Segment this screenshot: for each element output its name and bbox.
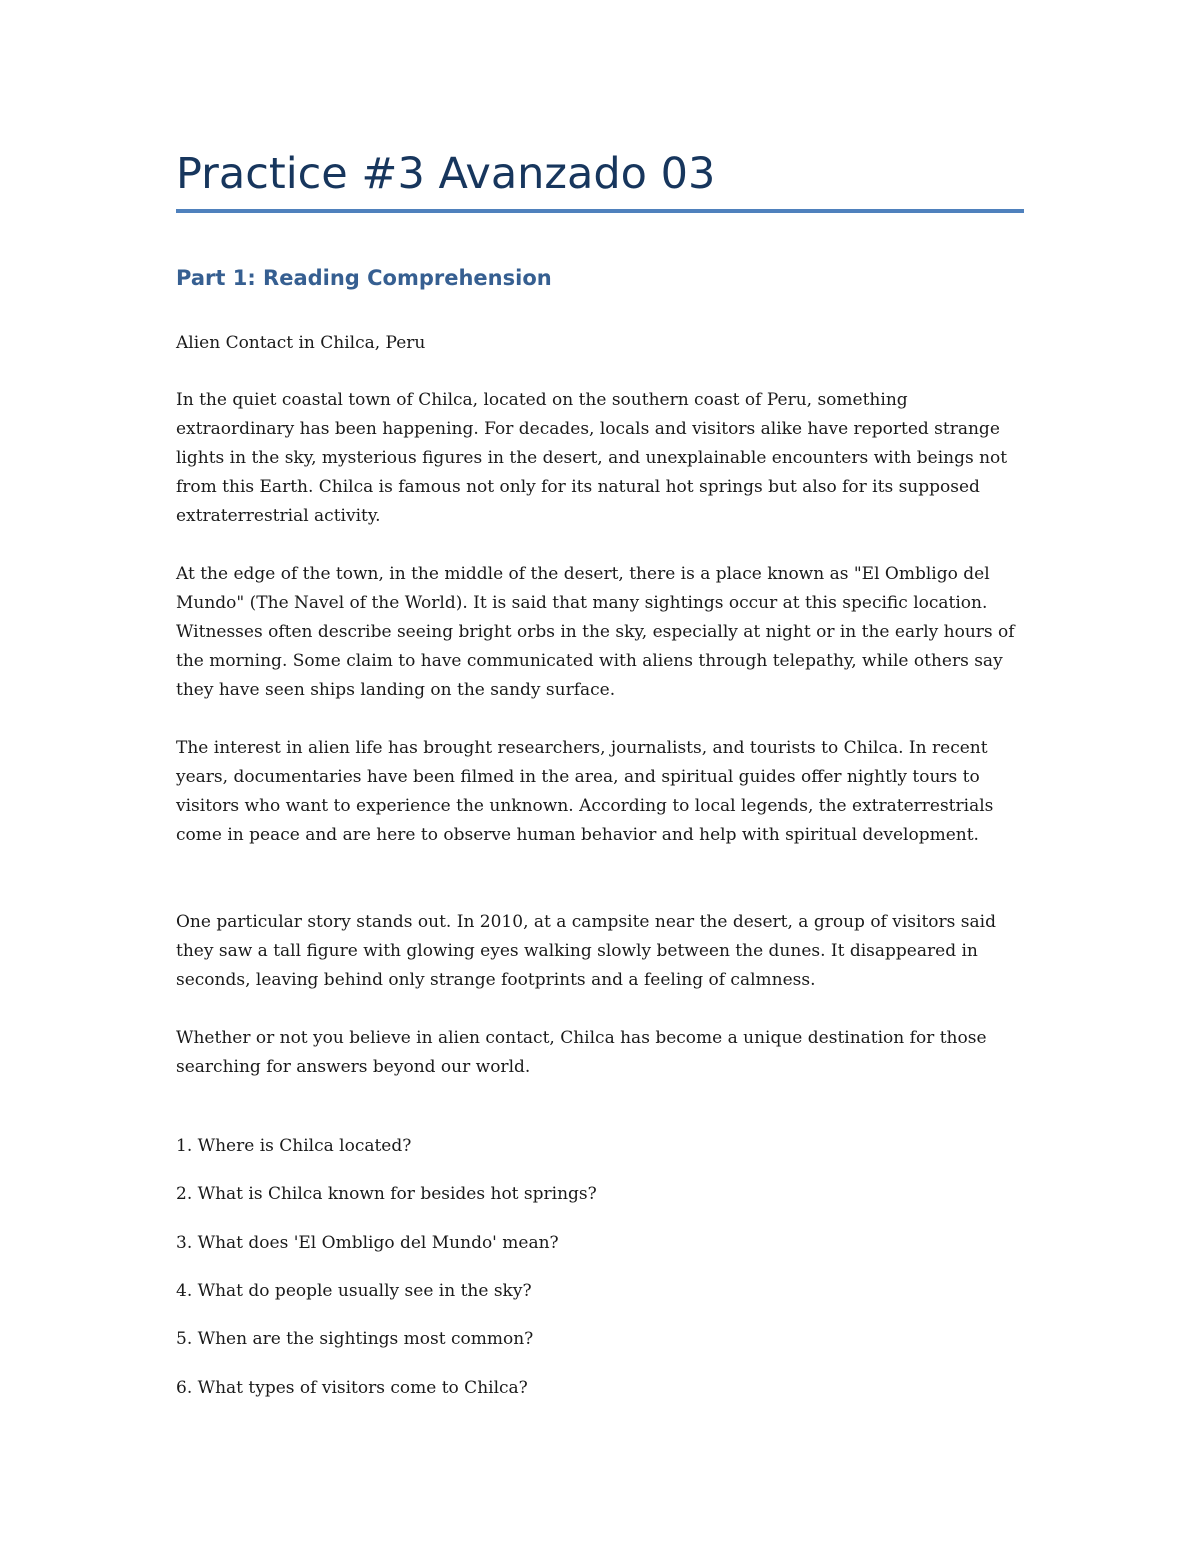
part-heading: Part 1: Reading Comprehension bbox=[176, 266, 552, 290]
article-title: Alien Contact in Chilca, Peru bbox=[176, 333, 426, 353]
paragraph: At the edge of the town, in the middle of the desert, there is a place known as "El Ombligo del Mundo" (The Navel of the World). It is said that many sightings occur at this specific location. Witnesses often describe seeing bright orbs in the sky, especially at night or in the early hours of the morning. Some claim to have communicated with aliens through telepathy, while others say they have seen ships landing on the sandy surface. bbox=[176, 564, 1015, 700]
paragraph: The interest in alien life has brought researchers, journalists, and tourists to Chilca. In recent years, documentaries have been filmed in the area, and spiritual guides offer nightly tours to visitors who want to experience the unknown. According to local legends, the extraterrestrials come in peace and are here to observe human behavior and help with spiritual development. bbox=[176, 738, 994, 845]
paragraph: Whether or not you believe in alien contact, Chilca has become a unique destination for those searching for answers beyond our world. bbox=[176, 1028, 987, 1077]
question-item: 6. What types of visitors come to Chilca? bbox=[176, 1378, 528, 1398]
question-item: 5. When are the sightings most common? bbox=[176, 1329, 534, 1349]
document-title: Practice #3 Avanzado 03 bbox=[176, 149, 716, 199]
paragraph: One particular story stands out. In 2010, at a campsite near the desert, a group of visitors said they saw a tall figure with glowing eyes walking slowly between the dunes. It disappeared in seconds, leaving behind only strange footprints and a feeling of calmness. bbox=[176, 912, 996, 990]
paragraph: In the quiet coastal town of Chilca, located on the southern coast of Peru, something extraordinary has been happening. For decades, locals and visitors alike have reported strange lights in the sky, mysterious figures in the desert, and unexplainable encounters with beings not from this Earth. Chilca is famous not only for its natural hot springs but also for its supposed extraterrestrial activity. bbox=[176, 390, 1008, 526]
title-underline bbox=[176, 209, 1024, 213]
question-item: 4. What do people usually see in the sky? bbox=[176, 1281, 532, 1301]
question-item: 2. What is Chilca known for besides hot springs? bbox=[176, 1184, 597, 1204]
question-item: 1. Where is Chilca located? bbox=[176, 1136, 412, 1156]
question-item: 3. What does 'El Ombligo del Mundo' mean? bbox=[176, 1233, 559, 1253]
